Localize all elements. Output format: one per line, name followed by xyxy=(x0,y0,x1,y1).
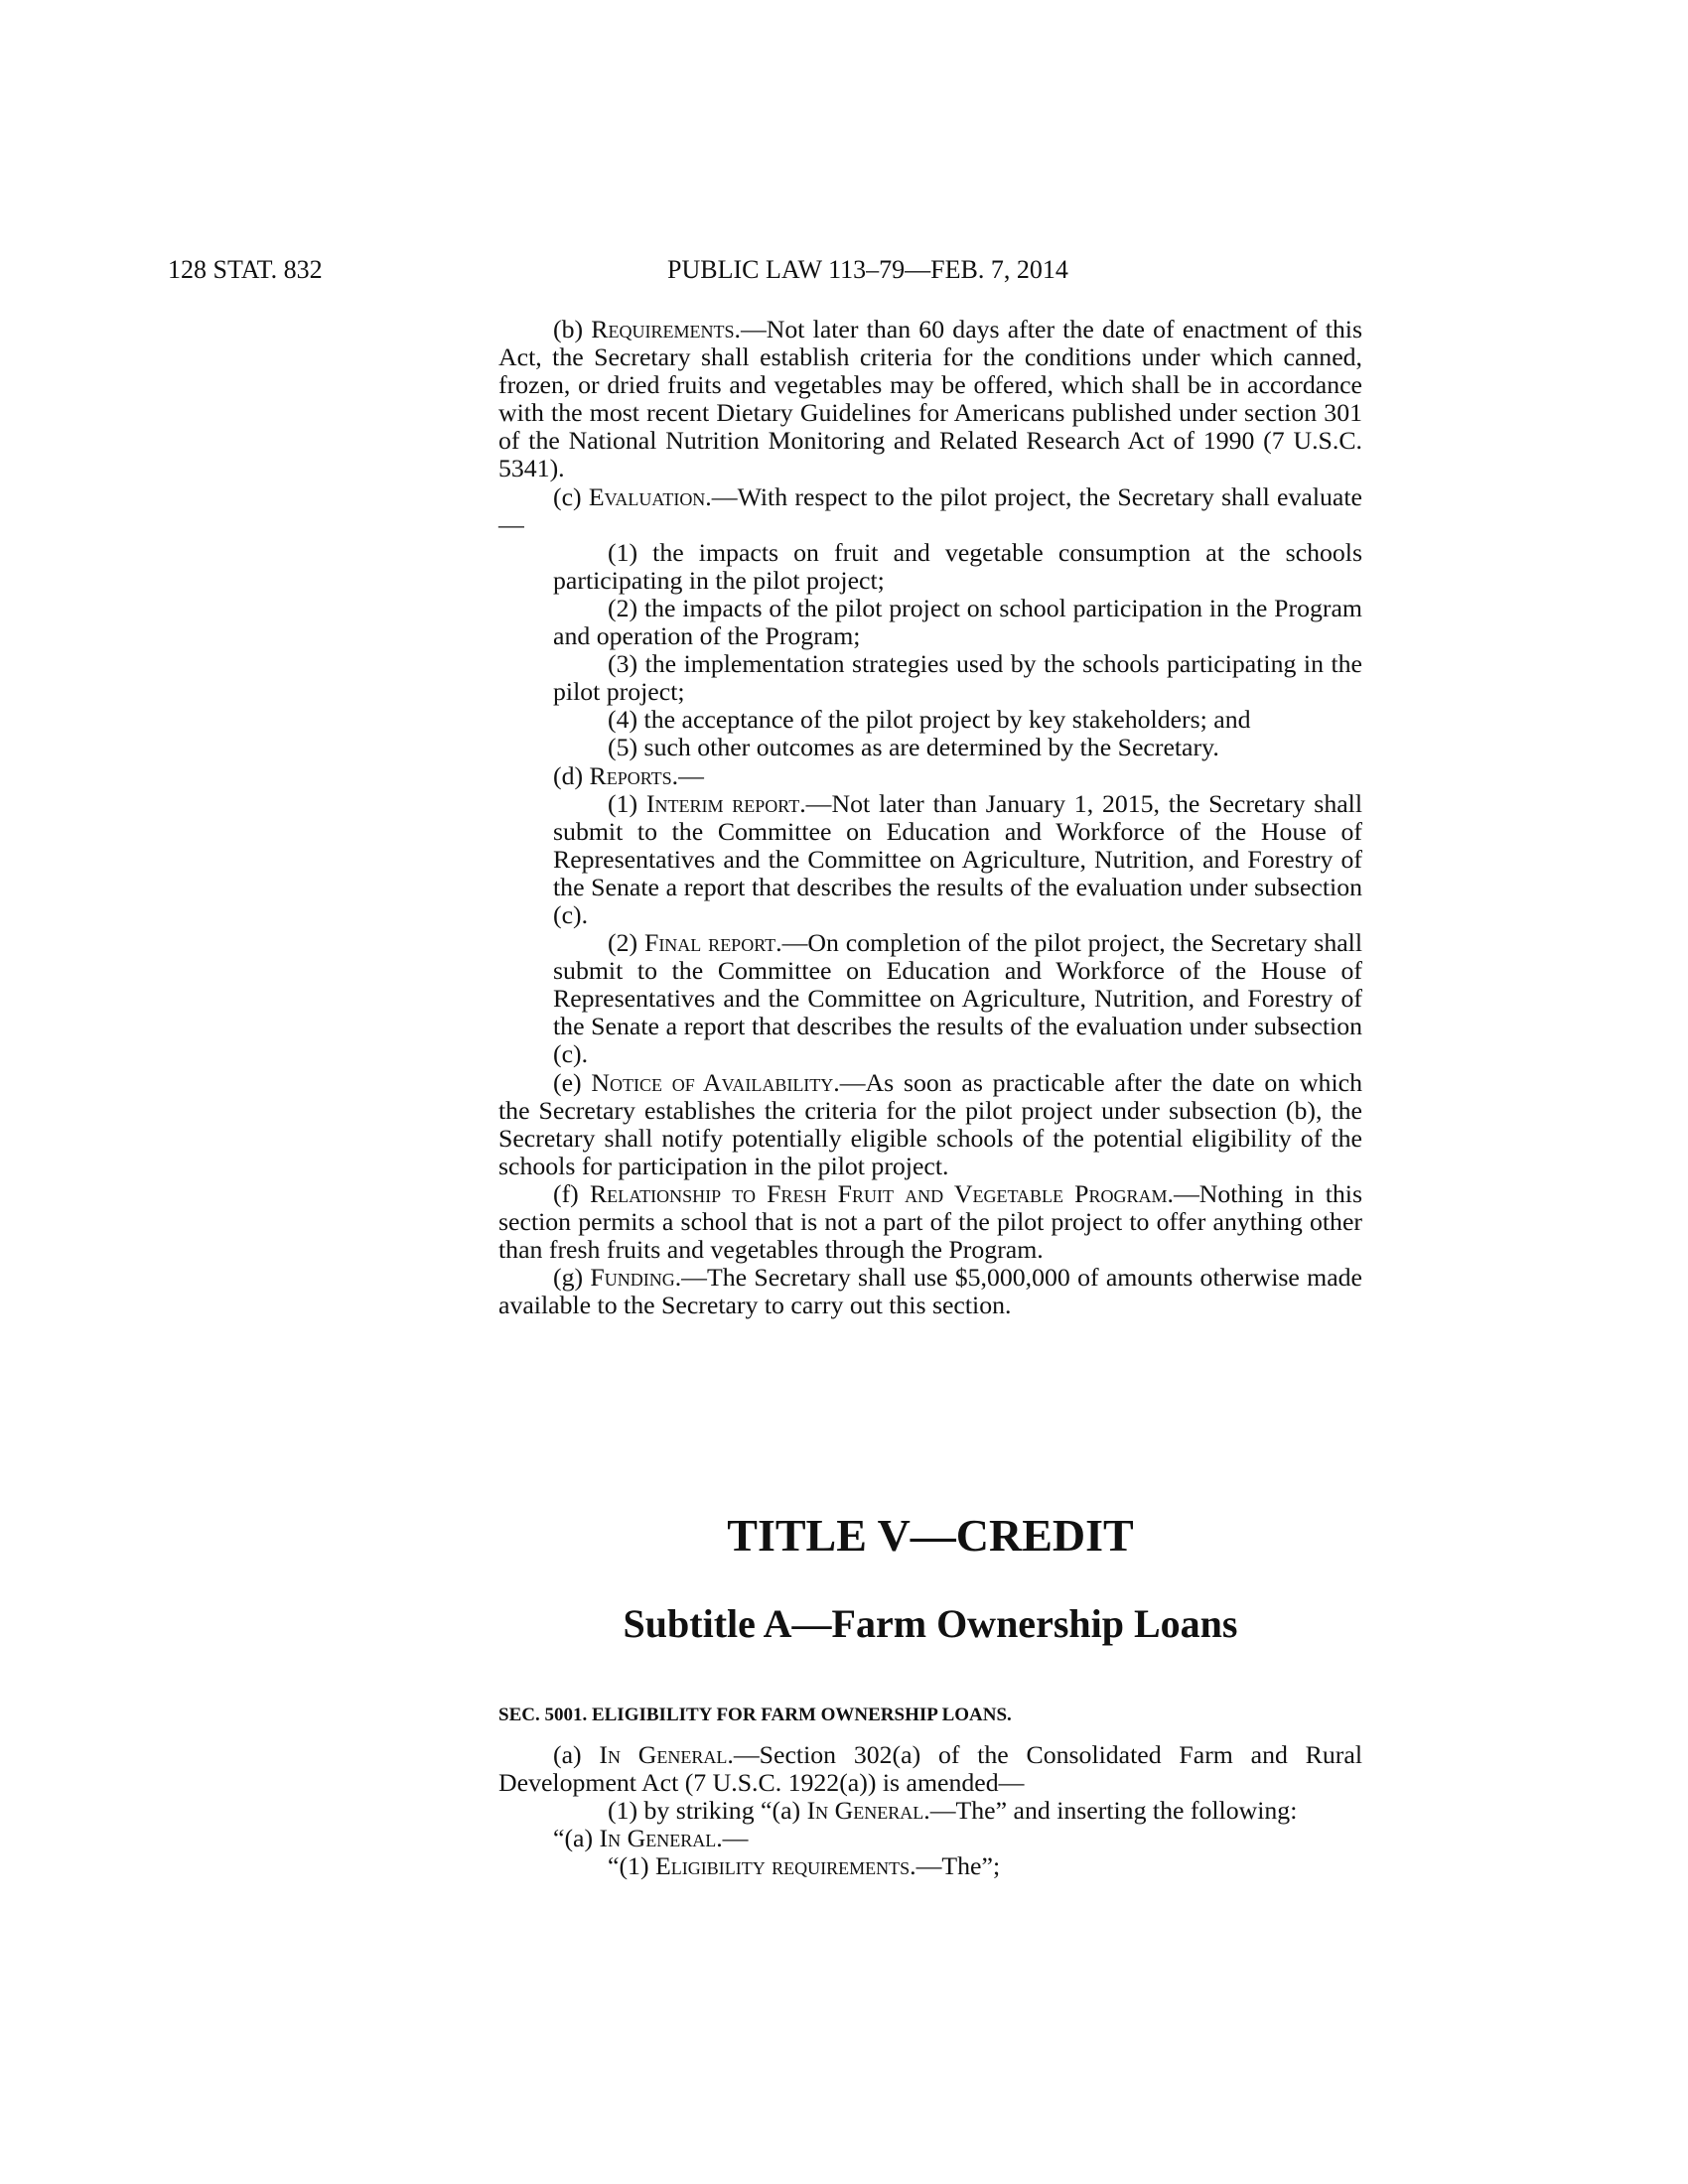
section-body xyxy=(498,316,1362,1319)
paragraph-d1: (1) Interim report.—Not later than January 1, 2015, the Secretary shall submit to the Committee on Education and Workforce of the House of Representatives and the Committee on Agriculture, Nutrition, and Forestry of the Senate a report that describes the results of the evaluation under subsection (c). xyxy=(553,788,1363,929)
section-5001-body xyxy=(498,1741,1362,1880)
statute-page-number: 128 STAT. 832 xyxy=(168,255,323,284)
quoted-subsection-a: “(a) In General.— xyxy=(553,1824,749,1853)
paragraph-c2: (2) the impacts of the pilot project on school participation in the Program and operation of the Program; xyxy=(553,593,1362,651)
quoted-paragraph-1: “(1) Eligibility requirements.—The”; xyxy=(608,1851,1001,1881)
section-heading: SEC. 5001. ELIGIBILITY FOR FARM OWNERSHIP LOANS. xyxy=(498,1705,1012,1725)
paragraph-c1: (1) the impacts on fruit and vegetable consumption at the schools participating in the pilot project; xyxy=(553,537,1362,595)
paragraph-c3: (3) the implementation strategies used by the schools participating in the pilot project; xyxy=(553,649,1362,707)
subsection-c: (c) Evaluation.—With respect to the pilot project, the Secretary shall evaluate— xyxy=(498,481,1362,539)
running-head: PUBLIC LAW 113–79—FEB. 7, 2014 xyxy=(667,255,1068,284)
page-header xyxy=(0,254,1688,294)
subsection-b: (b) Requirements.—Not later than 60 days after the date of enactment of this Act, the Secretary shall establish criteria for the conditions under which canned, frozen, or dried fruits and vegetables may be offered, which shall be in accordance with the most recent Dietary Guidelines for Americans published under section 301 of the National Nutrition Monitoring and Related Research Act of 1990 (7 U.S.C. 5341). xyxy=(498,315,1363,483)
paragraph-a1: (1) by striking “(a) In General.—The” and inserting the following: xyxy=(608,1796,1298,1826)
subsection-g: (g) Funding.—The Secretary shall use $5,000,000 of amounts otherwise made available to the Secretary to carry out this section. xyxy=(498,1263,1362,1320)
paragraph-c5: (5) such other outcomes as are determined by the Secretary. xyxy=(608,733,1219,762)
subtitle-heading: Subtitle A—Farm Ownership Loans xyxy=(623,1601,1238,1646)
subsection-e: (e) Notice of Availability.—As soon as practicable after the date on which the Secretary establishes the criteria for the pilot project under subsection (b), the Secretary shall notify potentially eligible schools of the potential eligibility of the schools for participation in the pilot project. xyxy=(498,1067,1362,1180)
title-heading: TITLE V—CREDIT xyxy=(727,1510,1134,1561)
subsection-a: (a) In General.—Section 302(a) of the Consolidated Farm and Rural Development Act (7 U.S.C. 1922(a)) is amended— xyxy=(498,1740,1362,1798)
paragraph-c4: (4) the acceptance of the pilot project by key stakeholders; and xyxy=(608,705,1251,735)
subsection-d: (d) Reports.— xyxy=(553,760,704,790)
paragraph-d2: (2) Final report.—On completion of the pilot project, the Secretary shall submit to the Committee on Education and Workforce of the House of Representatives and the Committee on Agriculture, Nutrition, and Forestry of the Senate a report that describes the results of the evaluation under subsection (c). xyxy=(553,928,1363,1069)
subsection-f: (f) Relationship to Fresh Fruit and Vegetable Program.—Nothing in this section permits a school that is not a part of the pilot project to offer anything other than fresh fruits and vegetables through the Program. xyxy=(498,1178,1362,1265)
